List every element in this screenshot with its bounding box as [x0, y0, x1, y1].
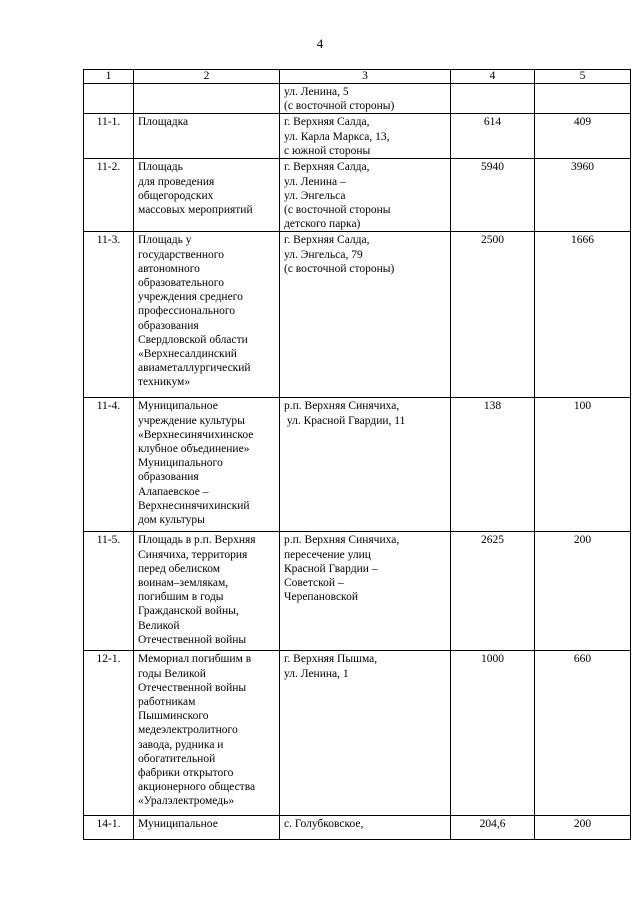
value-col5: 660 [535, 651, 631, 816]
row-number: 12-1. [84, 651, 134, 816]
column-header: 1 [84, 70, 134, 84]
object-address: р.п. Верхняя Синячиха, ул. Красной Гвардии, 11 [280, 398, 451, 532]
value-col4: 204,6 [451, 816, 535, 840]
objects-table [83, 69, 631, 840]
value-col4 [451, 84, 535, 114]
value-col5 [535, 84, 631, 114]
value-col4: 2500 [451, 232, 535, 398]
value-col5: 1666 [535, 232, 631, 398]
table-row [84, 232, 631, 398]
row-number: 11-4. [84, 398, 134, 532]
row-number: 11-1. [84, 114, 134, 159]
row-number: 14-1. [84, 816, 134, 840]
value-col5: 200 [535, 532, 631, 651]
object-address: ул. Ленина, 5 (с восточной стороны) [280, 84, 451, 114]
row-number [84, 84, 134, 114]
object-name: Муниципальное [134, 816, 280, 840]
value-col4: 614 [451, 114, 535, 159]
table-row [84, 159, 631, 232]
table-row [84, 816, 631, 840]
value-col4: 5940 [451, 159, 535, 232]
value-col5: 200 [535, 816, 631, 840]
object-name: Площадь для проведения общегородских массовых мероприятий [134, 159, 280, 232]
object-address: г. Верхняя Салда, ул. Энгельса, 79 (с восточной стороны) [280, 232, 451, 398]
column-header: 4 [451, 70, 535, 84]
table-row [84, 532, 631, 651]
column-header: 3 [280, 70, 451, 84]
table-row [84, 84, 631, 114]
page-number: 4 [316, 36, 324, 51]
object-address: г. Верхняя Салда, ул. Карла Маркса, 13, с южной стороны [280, 114, 451, 159]
object-name [134, 84, 280, 114]
column-header: 2 [134, 70, 280, 84]
row-number: 11-2. [84, 159, 134, 232]
row-number: 11-3. [84, 232, 134, 398]
object-address: р.п. Верхняя Синячиха, пересечение улиц Красной Гвардии – Советской – Черепановской [280, 532, 451, 651]
value-col4: 1000 [451, 651, 535, 816]
object-name: Площадь в р.п. Верхняя Синячиха, территория перед обелиском воинам–землякам, погибшим в годы Гражданской войны, Великой Отечественной войны [134, 532, 280, 651]
object-name: Площадка [134, 114, 280, 159]
object-name: Мемориал погибшим в годы Великой Отечественной войны работникам Пышминского медеэлектролитного завода, рудника и обогатительной фабрики открытого акционерного общества «Уралэлектромедь» [134, 651, 280, 816]
table-row [84, 114, 631, 159]
row-number: 11-5. [84, 532, 134, 651]
value-col5: 409 [535, 114, 631, 159]
object-address: с. Голубковское, [280, 816, 451, 840]
object-name: Площадь у государственного автономного образовательного учреждения среднего профессионального образования Свердловской области «Верхнесалдинский авиаметаллургический техникум» [134, 232, 280, 398]
value-col5: 3960 [535, 159, 631, 232]
column-header: 5 [535, 70, 631, 84]
value-col5: 100 [535, 398, 631, 532]
table-row [84, 651, 631, 816]
value-col4: 2625 [451, 532, 535, 651]
value-col4: 138 [451, 398, 535, 532]
table-row [84, 398, 631, 532]
object-address: г. Верхняя Пышма, ул. Ленина, 1 [280, 651, 451, 816]
object-name: Муниципальное учреждение культуры «Верхнесинячихинское клубное объединение» Муниципального образования Алапаевское – Верхнесинячихинский дом культуры [134, 398, 280, 532]
object-address: г. Верхняя Салда, ул. Ленина – ул. Энгельса (с восточной стороны детского парка) [280, 159, 451, 232]
table-header-row [84, 70, 631, 84]
